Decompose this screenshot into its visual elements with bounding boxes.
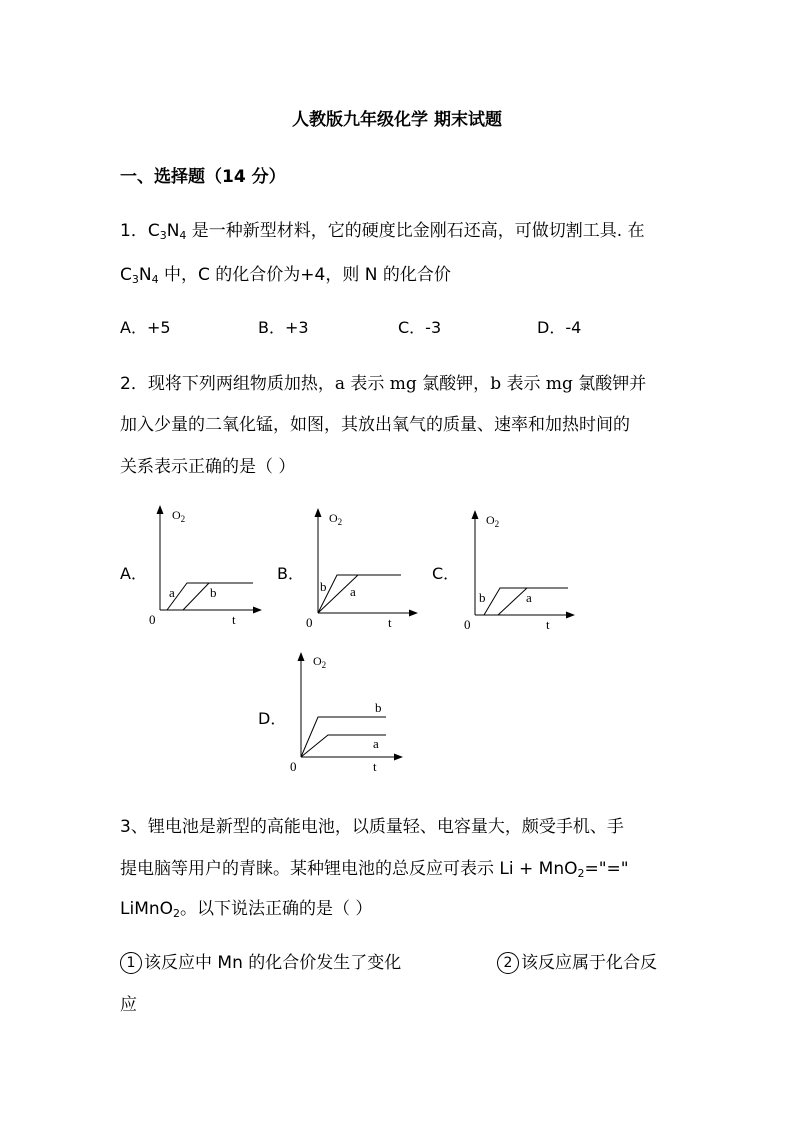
series-a-label: a [373, 736, 379, 751]
question-2-line-3: 关系表示正确的是（ ） [120, 457, 296, 477]
statement-2-continuation: 应 [120, 995, 137, 1015]
x-axis-arrow [409, 610, 418, 617]
y-axis-label: $O_2$ [486, 513, 500, 529]
graph-a [145, 500, 270, 630]
y-axis-label: $O_2$ [172, 508, 186, 524]
y-axis-label: $O_2$ [313, 654, 327, 670]
series-a [498, 588, 527, 615]
y-axis-arrow [298, 652, 305, 661]
question-3-line-1: 3、锂电池是新型的高能电池，以质量轻、电容量大，颇受手机、手 [120, 817, 624, 837]
graph-d [286, 647, 411, 777]
series-b-label: b [320, 579, 327, 594]
graph-c [460, 505, 585, 635]
statement-1: 1 该反应中 Mn 的化合价发生了变化 [120, 948, 401, 974]
graph-b-label: B． [277, 564, 304, 583]
question-3-line-3: LiMnO$_2$。以下说法正确的是（ ） [120, 899, 373, 920]
series-a-label: a [526, 590, 532, 605]
x-axis-label: t [546, 617, 550, 632]
circled-number-2: 2 [497, 952, 519, 974]
option-d: D．-4 [537, 318, 582, 337]
y-axis-arrow [315, 508, 322, 517]
origin-label: 0 [306, 615, 313, 630]
option-b: B．+3 [258, 318, 309, 337]
x-axis-label: t [373, 759, 377, 774]
question-2-line-1: 2．现将下列两组物质加热，a 表示 mg 氯酸钾，b 表示 mg 氯酸钾并 [120, 374, 647, 394]
y-axis-arrow [472, 510, 479, 519]
origin-label: 0 [464, 617, 471, 632]
origin-label: 0 [149, 612, 156, 627]
x-axis-label: t [388, 615, 392, 630]
x-axis-label: t [232, 612, 236, 627]
series-b [183, 583, 209, 610]
y-axis-arrow [157, 505, 164, 514]
question-1-line-1: 1．$C_3N_4$ 是一种新型材料，它的硬度比金刚石还高，可做切割工具. 在 [120, 221, 645, 242]
y-axis-label: $O_2$ [329, 511, 343, 527]
series-b-label: b [479, 590, 486, 605]
section-heading: 一、选择题（14 分） [120, 167, 286, 187]
circled-number-1: 1 [120, 952, 142, 974]
series-b [318, 575, 401, 613]
page-title: 人教版九年级化学 期末试题 [292, 110, 502, 130]
series-b-label: b [210, 585, 217, 600]
question-3-line-2: 提电脑等用户的青睐。某种锂电池的总反应可表示 Li + MnO$_2$="=" [120, 859, 629, 880]
option-c: C．-3 [398, 318, 442, 337]
option-a: A．+5 [120, 318, 171, 337]
graph-c-label: C． [432, 564, 460, 583]
question-1-line-2: $C_3N_4$ 中，C 的化合价为+4，则 N 的化合价 [120, 265, 451, 286]
series-a-label: a [169, 585, 175, 600]
statement-2: 2 该反应属于化合反 [497, 948, 657, 974]
series-b-label: b [375, 700, 382, 715]
graph-d-label: D． [258, 709, 287, 728]
x-axis-arrow [566, 612, 575, 619]
x-axis-arrow [394, 754, 403, 761]
origin-label: 0 [290, 759, 297, 774]
graph-a-label: A． [120, 564, 147, 583]
graph-b [303, 503, 428, 633]
x-axis-arrow [253, 607, 262, 614]
series-a-label: a [350, 584, 356, 599]
question-2-line-2: 加入少量的二氧化锰，如图，其放出氧气的质量、速率和加热时间的 [120, 415, 630, 435]
